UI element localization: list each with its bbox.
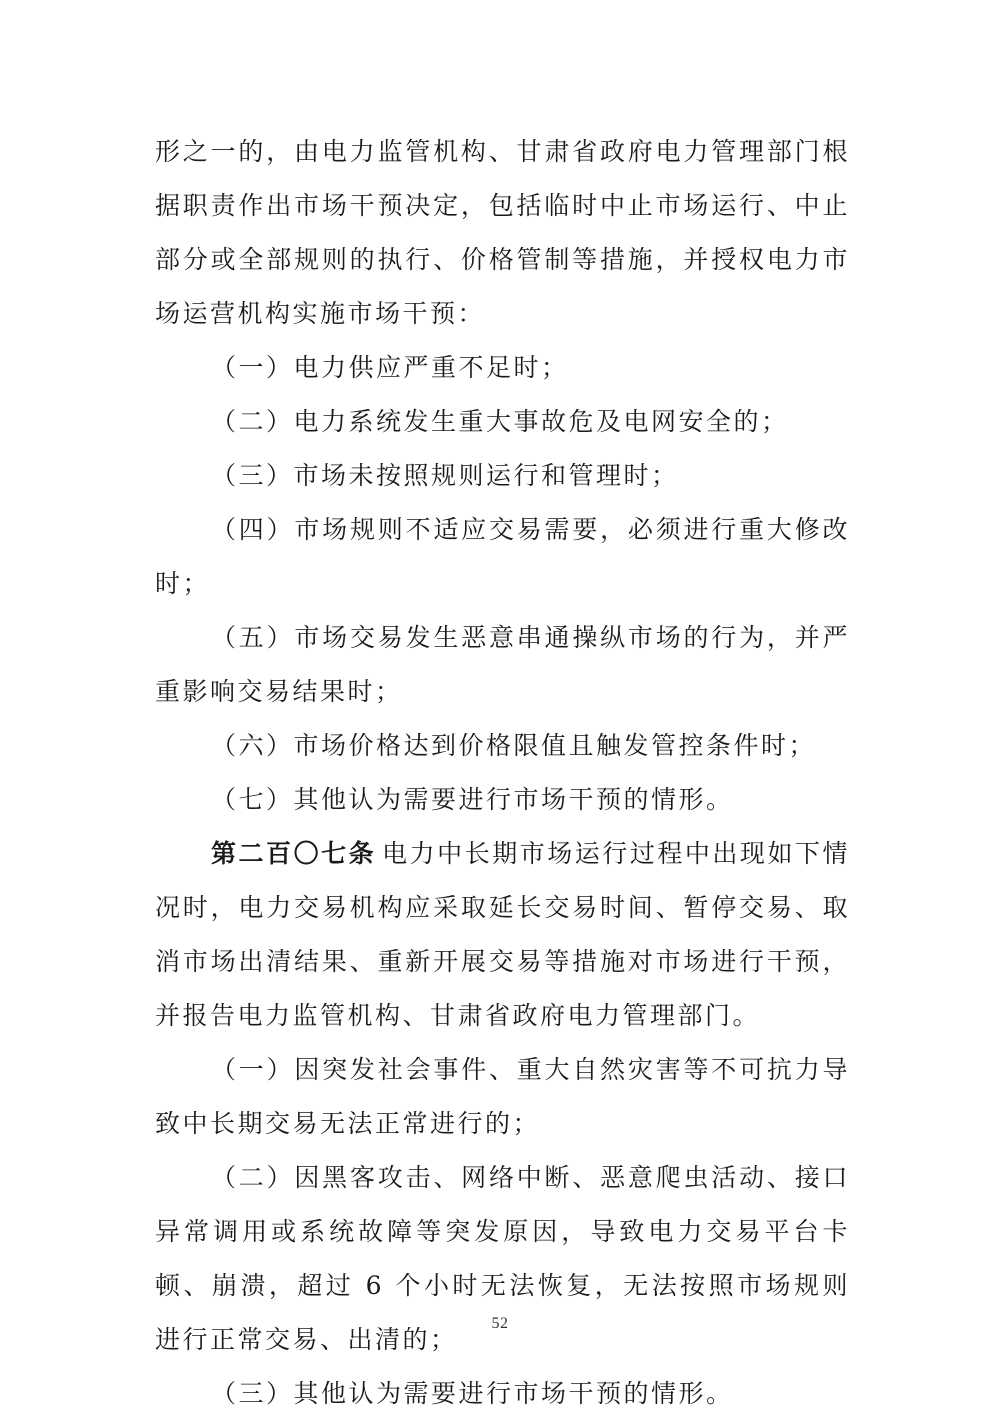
list-item-4: （四）市场规则不适应交易需要，必须进行重大修改时；: [155, 515, 850, 598]
article-207-item-3: （三）其他认为需要进行市场干预的情形。: [211, 1379, 734, 1408]
article-207-item-1: （一）因突发社会事件、重大自然灾害等不可抗力导致中长期交易无法正常进行的；: [155, 1055, 850, 1138]
list-item-6: （六）市场价格达到价格限值且触发管控条件时；: [211, 731, 817, 760]
list-item-3: （三）市场未按照规则运行和管理时；: [211, 461, 679, 490]
list-item-1: （一）电力供应严重不足时；: [211, 353, 569, 382]
article-207: [155, 827, 850, 1043]
page-number: 52: [491, 1315, 509, 1332]
list-item-2: （二）电力系统发生重大事故危及电网安全的；: [211, 407, 789, 436]
article-number: 第二百〇七条: [211, 839, 377, 868]
article-207-text: 电力中长期市场运行过程中出现如下情况时，电力交易机构应采取延长交易时间、暂停交易、取消市场出清结果、重新开展交易等措施对市场进行干预，并报告电力监管机构、甘肃省政府电力管理部门。: [155, 839, 850, 1030]
paragraph-continuation: 形之一的，由电力监管机构、甘肃省政府电力管理部门根据职责作出市场干预决定，包括临时中止市场运行、中止部分或全部规则的执行、价格管制等措施，并授权电力市场运营机构实施市场干预：: [155, 137, 850, 328]
list-item-7: （七）其他认为需要进行市场干预的情形。: [211, 785, 734, 814]
list-item-5: （五）市场交易发生恶意串通操纵市场的行为，并严重影响交易结果时；: [155, 623, 850, 706]
document-body: [155, 125, 850, 1421]
article-207-item-2: （二）因黑客攻击、网络中断、恶意爬虫活动、接口异常调用或系统故障等突发原因，导致电力交易平台卡顿、崩溃，超过 6 个小时无法恢复，无法按照市场规则进行正常交易、出清的；: [155, 1163, 850, 1354]
